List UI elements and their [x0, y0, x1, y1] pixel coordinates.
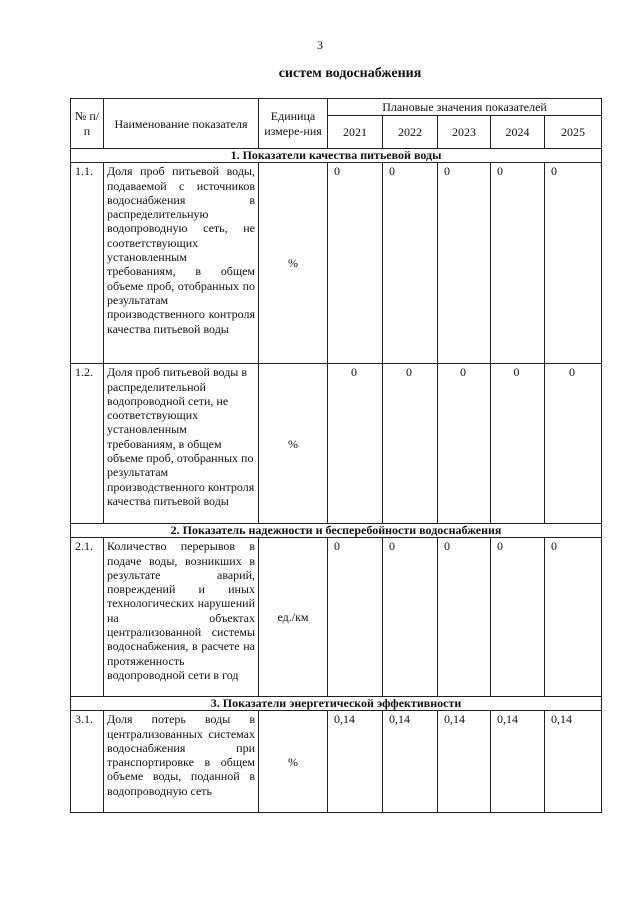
row-value: 0	[491, 163, 545, 364]
row-unit: %	[259, 711, 328, 813]
section-title: 1. Показатели качества питьевой воды	[71, 149, 602, 163]
header-name: Наименование показателя	[104, 99, 259, 149]
row-num: 3.1.	[71, 711, 104, 813]
row-value: 0	[545, 364, 602, 524]
row-value: 0	[328, 538, 383, 697]
row-name: Количество перерывов в подаче воды, возникших в результате аварий, повреждений и иных технологических нарушений на объектах централизованной системы водоснабжения, в расчете на протяженность водопроводной сети в год	[104, 538, 259, 697]
row-value: 0	[545, 538, 602, 697]
row-name: Доля проб питьевой воды в распределительной водопроводной сети, не соответствующих установленным требованиям, в общем объеме проб, отобранных по результатам производственного контроля качества питьевой воды	[104, 364, 259, 524]
table-row	[71, 538, 602, 697]
row-value: 0	[438, 163, 491, 364]
table-row	[71, 364, 602, 524]
indicators-table	[70, 98, 602, 813]
document-title: систем водоснабжения	[278, 66, 422, 81]
indicators-table-wrapper	[70, 98, 602, 813]
row-value: 0,14	[491, 711, 545, 813]
header-year: 2024	[491, 116, 545, 149]
row-value: 0,14	[545, 711, 602, 813]
row-value: 0	[491, 364, 545, 524]
row-num: 2.1.	[71, 538, 104, 697]
row-value: 0	[438, 538, 491, 697]
row-value: 0	[328, 163, 383, 364]
row-value: 0,14	[328, 711, 383, 813]
row-name: Доля потерь воды в централизованных системах водоснабжения при транспортировке в общем объеме воды, поданной в водопроводную сеть	[104, 711, 259, 813]
header-year: 2021	[328, 116, 383, 149]
table-row	[71, 163, 602, 364]
header-num: № п/п	[71, 99, 104, 149]
row-value: 0	[328, 364, 383, 524]
header-year: 2022	[383, 116, 438, 149]
row-value: 0	[383, 364, 438, 524]
header-year: 2023	[438, 116, 491, 149]
header-year: 2025	[545, 116, 602, 149]
row-value: 0	[383, 538, 438, 697]
header-plan-values: Плановые значения показателей	[328, 99, 602, 116]
row-num: 1.2.	[71, 364, 104, 524]
row-unit: %	[259, 364, 328, 524]
row-value: 0	[383, 163, 438, 364]
row-num: 1.1.	[71, 163, 104, 364]
row-unit: ед./км	[259, 538, 328, 697]
section-title: 2. Показатель надежности и бесперебойности водоснабжения	[71, 524, 602, 538]
row-name: Доля проб питьевой воды, подаваемой с источников водоснабжения в распределительную водопроводную сеть, не соответствующих установленным требованиям, в общем объеме проб, отобранных по результатам производственного контроля качества питьевой воды	[104, 163, 259, 364]
page-number: 3	[317, 38, 323, 52]
section-title: 3. Показатели энергетической эффективности	[71, 697, 602, 711]
table-row	[71, 711, 602, 813]
row-value: 0	[491, 538, 545, 697]
row-unit: %	[259, 163, 328, 364]
row-value: 0	[438, 364, 491, 524]
row-value: 0	[545, 163, 602, 364]
row-value: 0,14	[383, 711, 438, 813]
header-unit: Единица измере-ния	[259, 99, 328, 149]
row-value: 0,14	[438, 711, 491, 813]
